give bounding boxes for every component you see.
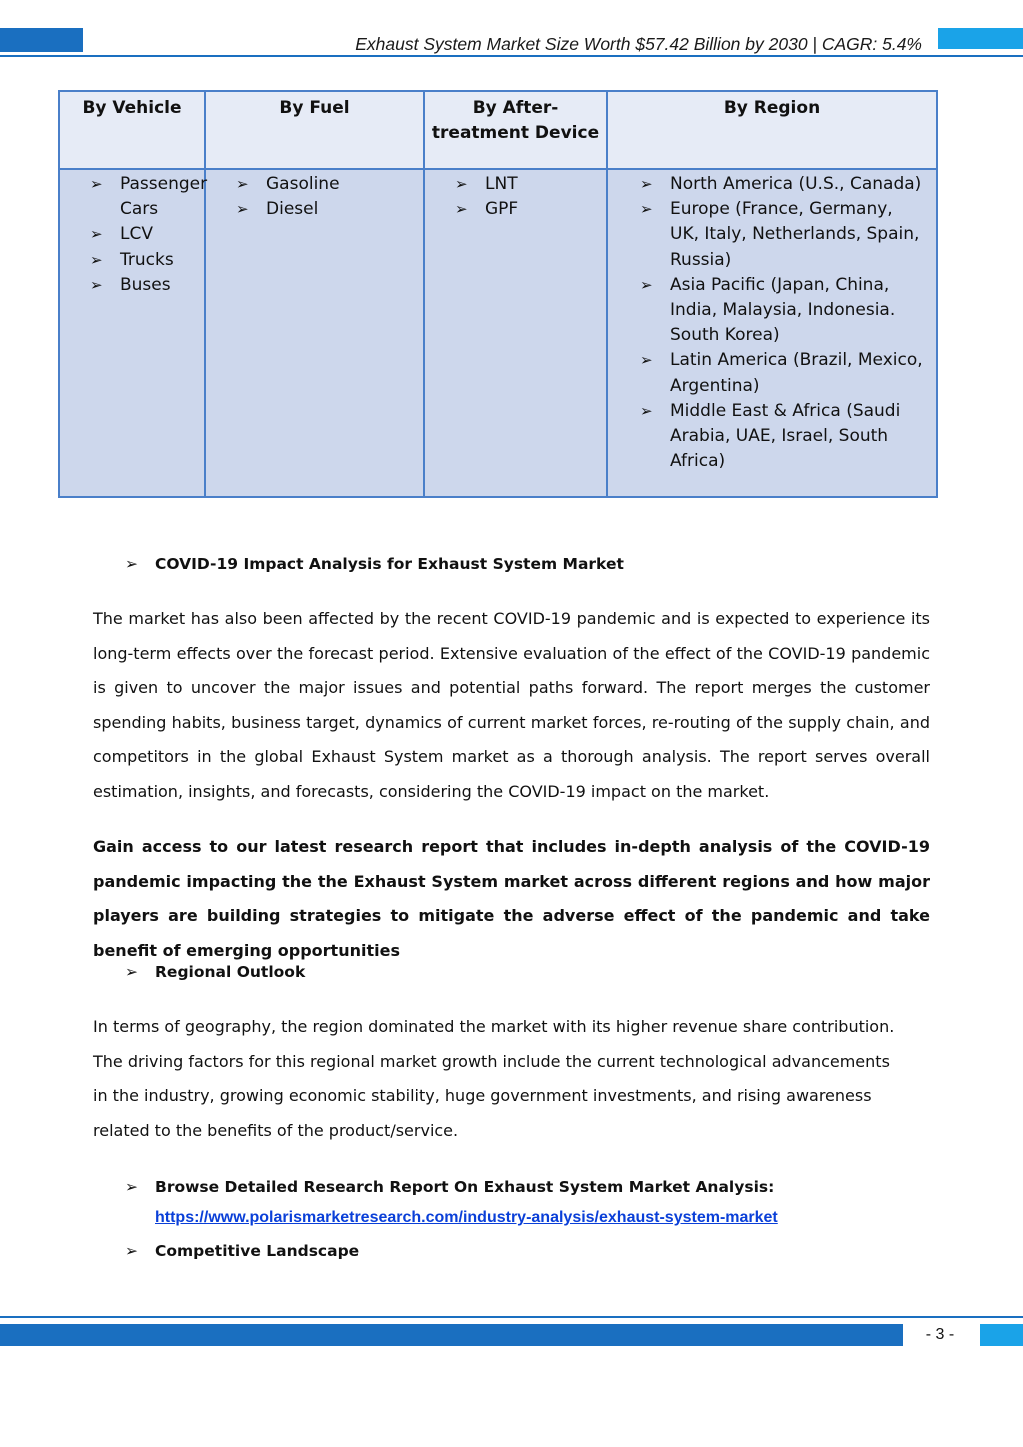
arrow-bullet-icon: ➢ xyxy=(236,200,249,219)
region-cell xyxy=(607,169,937,497)
footer-bar xyxy=(0,1324,903,1346)
list-item: ➢ Middle East & Africa (Saudi Arabia, UAE, Israel, South Africa) xyxy=(640,400,901,472)
arrow-bullet-icon: ➢ xyxy=(640,351,653,370)
covid-paragraph: The market has also been affected by the recent COVID-19 pandemic and is expected to experience its long-term effects over the forecast period. Extensive evaluation of the effect of the COVID-19 pandemic is given to uncover the major issues and potential paths forward. The report merges the customer spending habits, business target, dynamics of current market forces, re-routing of the supply chain, and competitors in the global Exhaust System market as a thorough analysis. The report serves overall estimation, insights, and forecasts, considering the COVID-19 impact on the market. xyxy=(93,609,930,801)
list-item: ➢ Latin America (Brazil, Mexico, Argentina) xyxy=(640,350,923,396)
column-header-fuel: By Fuel xyxy=(205,91,424,169)
column-header-region: By Region xyxy=(607,91,937,169)
arrow-bullet-icon: ➢ xyxy=(640,175,653,193)
list-item: ➢ Asia Pacific (Japan, China, India, Malaysia, Indonesia. South Korea) xyxy=(640,274,896,346)
list-item: ➢ Trucks xyxy=(90,248,202,273)
gain-access-paragraph: Gain access to our latest research report that includes in-depth analysis of the COVID-19 pandemic impacting the the Exhaust System market across different regions and how major players are building strategies to mitigate the adverse effect of the pandemic and take benefit of emerging opportunities xyxy=(93,837,930,960)
table-body-row xyxy=(59,169,937,497)
list-item: ➢ Buses xyxy=(90,273,202,298)
arrow-bullet-icon: ➢ xyxy=(90,275,103,294)
regional-outlook-heading: ➢ Regional Outlook xyxy=(125,963,306,981)
arrow-bullet-icon: ➢ xyxy=(236,175,249,193)
list-item: ➢ GPF xyxy=(455,197,602,222)
header-accent-block-right xyxy=(938,28,1023,49)
footer-accent-block-right xyxy=(980,1324,1023,1346)
arrow-bullet-icon: ➢ xyxy=(90,225,103,244)
page-header-title: Exhaust System Market Size Worth $57.42 Billion by 2030 | CAGR: 5.4% xyxy=(355,34,922,54)
vehicle-cell xyxy=(59,169,208,497)
segmentation-table xyxy=(58,90,938,498)
list-item: ➢ LNT xyxy=(455,172,602,197)
arrow-bullet-icon: ➢ xyxy=(455,175,468,193)
arrow-bullet-icon: ➢ xyxy=(640,401,653,420)
page-number: - 3 - xyxy=(925,1326,955,1343)
column-header-vehicle: By Vehicle xyxy=(59,91,205,169)
report-link[interactable]: https://www.polarismarketresearch.com/industry-analysis/exhaust-system-market xyxy=(155,1209,778,1226)
arrow-bullet-icon: ➢ xyxy=(90,175,103,193)
arrow-bullet-icon: ➢ xyxy=(455,200,468,219)
list-item: ➢ LCV xyxy=(90,222,202,247)
header-divider xyxy=(0,55,1023,57)
list-item: ➢ North America (U.S., Canada) xyxy=(640,172,926,197)
arrow-bullet-icon: ➢ xyxy=(125,1178,138,1196)
arrow-bullet-icon: ➢ xyxy=(90,250,103,269)
arrow-bullet-icon: ➢ xyxy=(125,555,138,573)
list-item: ➢ Europe (France, Germany, UK, Italy, Netherlands, Spain, Russia) xyxy=(640,199,920,270)
column-header-aftertreatment: By After-treatment Device xyxy=(424,91,607,169)
table-header-row xyxy=(59,91,937,169)
competitive-landscape-heading: ➢ Competitive Landscape xyxy=(125,1242,360,1260)
arrow-bullet-icon: ➢ xyxy=(640,200,653,219)
arrow-bullet-icon: ➢ xyxy=(125,963,138,981)
arrow-bullet-icon: ➢ xyxy=(125,1242,138,1260)
regional-paragraph: In terms of geography, the region dominated the market with its higher revenue share contribution. The driving factors for this regional market growth include the current technological advancements in the industry, growing economic stability, huge government investments, and rising awareness related to the benefits of the product/service. xyxy=(93,1017,895,1140)
list-item: ➢ Gasoline xyxy=(236,172,419,197)
footer-divider xyxy=(0,1316,1023,1318)
header-accent-block-left xyxy=(0,28,83,52)
browse-report-heading: ➢ Browse Detailed Research Report On Exhaust System Market Analysis: xyxy=(125,1178,775,1196)
aftertreatment-cell xyxy=(424,169,607,497)
fuel-cell xyxy=(205,169,424,497)
list-item: ➢ Passenger Cars xyxy=(90,174,208,220)
covid-heading: ➢ COVID-19 Impact Analysis for Exhaust System Market xyxy=(125,555,624,573)
arrow-bullet-icon: ➢ xyxy=(640,275,653,294)
list-item: ➢ Diesel xyxy=(236,197,419,222)
